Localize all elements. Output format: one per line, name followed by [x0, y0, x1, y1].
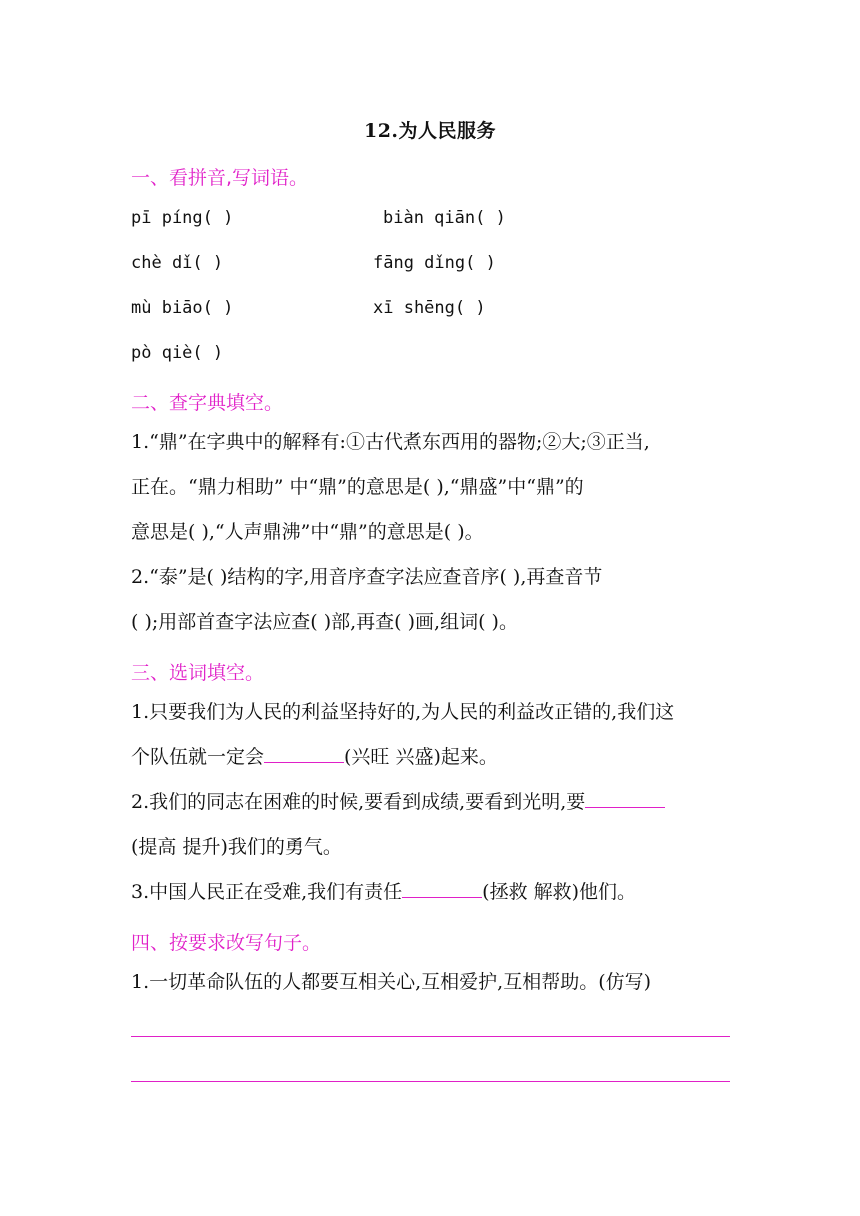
q3-line-3-text: 2.我们的同志在困难的时候,要看到成绩,要看到光明,要	[131, 791, 586, 813]
fill-blank-2[interactable]	[585, 806, 665, 808]
answer-line-2[interactable]	[131, 1081, 730, 1082]
q3-line-4: (提高 提升)我们的勇气。	[131, 836, 342, 858]
q2-line-3: 意思是( ),“人声鼎沸”中“鼎”的意思是( )。	[131, 521, 484, 543]
section-heading-2: 二、查字典填空。	[131, 392, 284, 414]
section-heading-1: 一、看拼音,写词语。	[131, 167, 309, 189]
q2-line-4: 2.“泰”是( )结构的字,用音序查字法应查音序( ),再查音节	[131, 566, 603, 588]
q2-line-2: 正在。“鼎力相助” 中“鼎”的意思是( ),“鼎盛”中“鼎”的	[131, 476, 584, 498]
answer-line-1[interactable]	[131, 1036, 730, 1037]
pinyin-item-3: chè dǐ( )	[131, 253, 224, 273]
q2-line-1: 1.“鼎”在字典中的解释有:①古代煮东西用的器物;②大;③正当,	[131, 431, 650, 453]
q3-line-2-text-a: 个队伍就一定会	[131, 746, 265, 768]
pinyin-item-2: biàn qiān( )	[383, 208, 506, 228]
section-heading-4: 四、按要求改写句子。	[131, 932, 322, 954]
q3-line-3	[131, 793, 665, 812]
section-heading-3: 三、选词填空。	[131, 662, 265, 684]
pinyin-item-5: mù biāo( )	[131, 298, 234, 318]
fill-blank-1[interactable]	[264, 761, 344, 763]
q3-line-1: 1.只要我们为人民的利益坚持好的,为人民的利益改正错的,我们这	[131, 701, 675, 723]
q3-line-2-text-b: (兴旺 兴盛)起来。	[344, 746, 498, 768]
q3-line-5	[131, 883, 636, 902]
fill-blank-3[interactable]	[402, 896, 482, 898]
q3-line-5-text-a: 3.中国人民正在受难,我们有责任	[131, 881, 403, 903]
page-title: 12.为人民服务	[363, 120, 497, 142]
q3-line-5-text-b: (拯救 解救)他们。	[482, 881, 637, 903]
q3-line-2	[131, 748, 498, 767]
pinyin-item-4: fāng dǐng( )	[373, 253, 496, 273]
pinyin-item-7: pò qiè( )	[131, 343, 224, 363]
pinyin-item-1: pī píng( )	[131, 208, 234, 228]
pinyin-item-6: xī shēng( )	[373, 298, 486, 318]
q4-line-1: 1.一切革命队伍的人都要互相关心,互相爱护,互相帮助。(仿写)	[131, 971, 652, 993]
q2-line-5: ( );用部首查字法应查( )部,再查( )画,组词( )。	[131, 611, 518, 633]
